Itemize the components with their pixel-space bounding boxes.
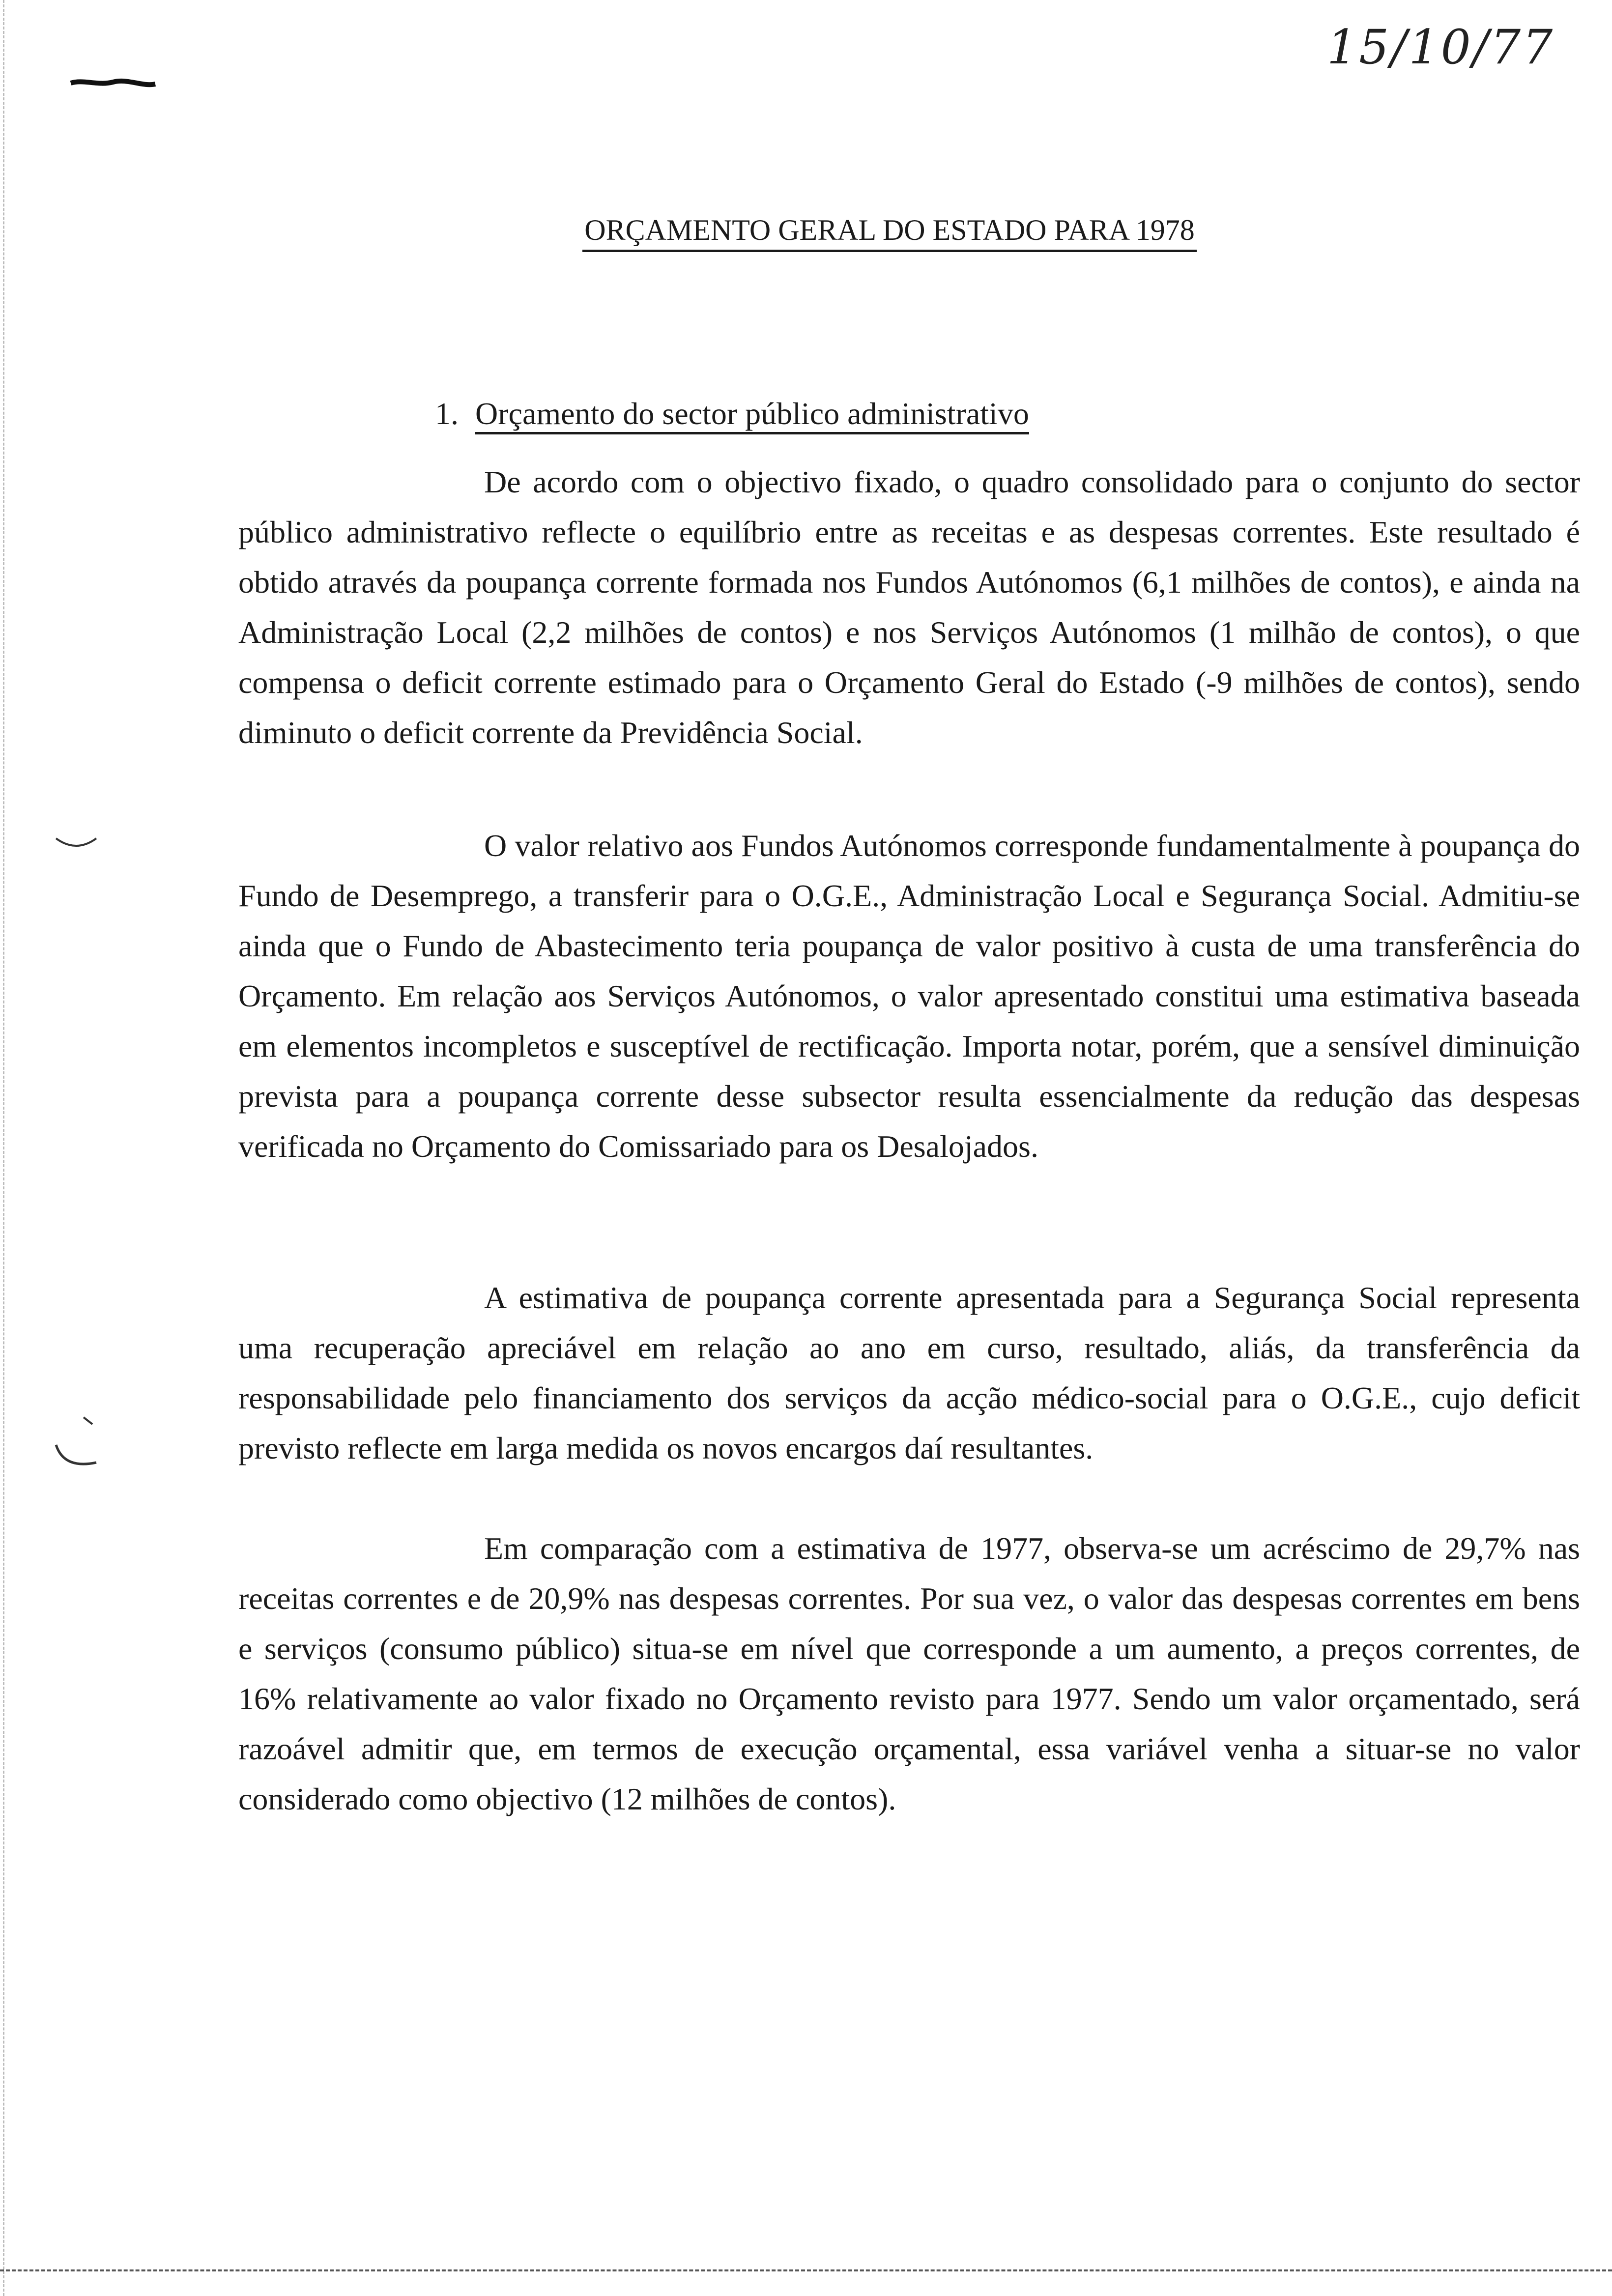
- scan-edge-line: [3, 0, 4, 2296]
- margin-mark: [54, 835, 98, 850]
- scan-bottom-line: [0, 2269, 1612, 2271]
- paragraph: A estimativa de poupança corrente apresentada para a Segurança Social representa uma recuperação apreciável em relação ao ano em curso, resultado, aliás, da transferência da responsabilidade pelo financiamento dos serviços da acção médico-social para o O.G.E., cujo deficit previsto reflecte em larga medida os novos encargos daí resultantes.: [238, 1280, 1580, 1465]
- paragraph: De acordo com o objectivo fixado, o quadro consolidado para o conjunto do sector público administrativo reflecte o equilíbrio entre as receitas e as despesas correntes. Este resultado é obtido através da poupança corrente formada nos Fundos Autónomos (6,1 milhões de contos), e ainda na Administração Local (2,2 milhões de contos) e nos Serviços Autónomos (1 milhão de contos), o que compensa o deficit corrente estimado para o Orçamento Geral do Estado (-9 milhões de contos), sendo diminuto o deficit corrente da Previdência Social.: [238, 464, 1580, 750]
- ink-mark: [69, 76, 157, 93]
- document-title: ORÇAMENTO GERAL DO ESTADO PARA 1978: [582, 210, 1197, 252]
- margin-mark: [54, 1415, 98, 1474]
- handwritten-date: 15/10/77: [1327, 20, 1555, 75]
- section-number: 1.: [435, 396, 459, 431]
- paragraph: Em comparação com a estimativa de 1977, observa-se um acréscimo de 29,7% nas receitas correntes e de 20,9% nas despesas correntes. Por sua vez, o valor das despesas correntes em bens e serviços (consumo público) situa-se em nível que corresponde a um aumento, a preços correntes, de 16% relativamente ao valor fixado no Orçamento revisto para 1977. Sendo um valor orçamentado, será razoável admitir que, em termos de execução orçamental, essa variável venha a situar-se no valor considerado como objectivo (12 milhões de contos).: [238, 1531, 1580, 1816]
- section-heading: [435, 393, 1029, 434]
- paragraph: O valor relativo aos Fundos Autónomos corresponde fundamentalmente à poupança do Fundo de Desemprego, a transferir para o O.G.E., Administração Local e Segurança Social. Admitiu-se ainda que o Fundo de Abastecimento teria poupança de valor positivo à custa de uma transferência do Orçamento. Em relação aos Serviços Autónomos, o valor apresentado constitui uma estimativa baseada em elementos incompletos e susceptível de rectificação. Importa notar, porém, que a sensível diminuição prevista para a poupança corrente desse subsector resulta essencialmente da redução das despesas verificada no Orçamento do Comissariado para os Desalojados.: [238, 828, 1580, 1164]
- section-heading-text: Orçamento do sector público administrativo: [475, 396, 1029, 434]
